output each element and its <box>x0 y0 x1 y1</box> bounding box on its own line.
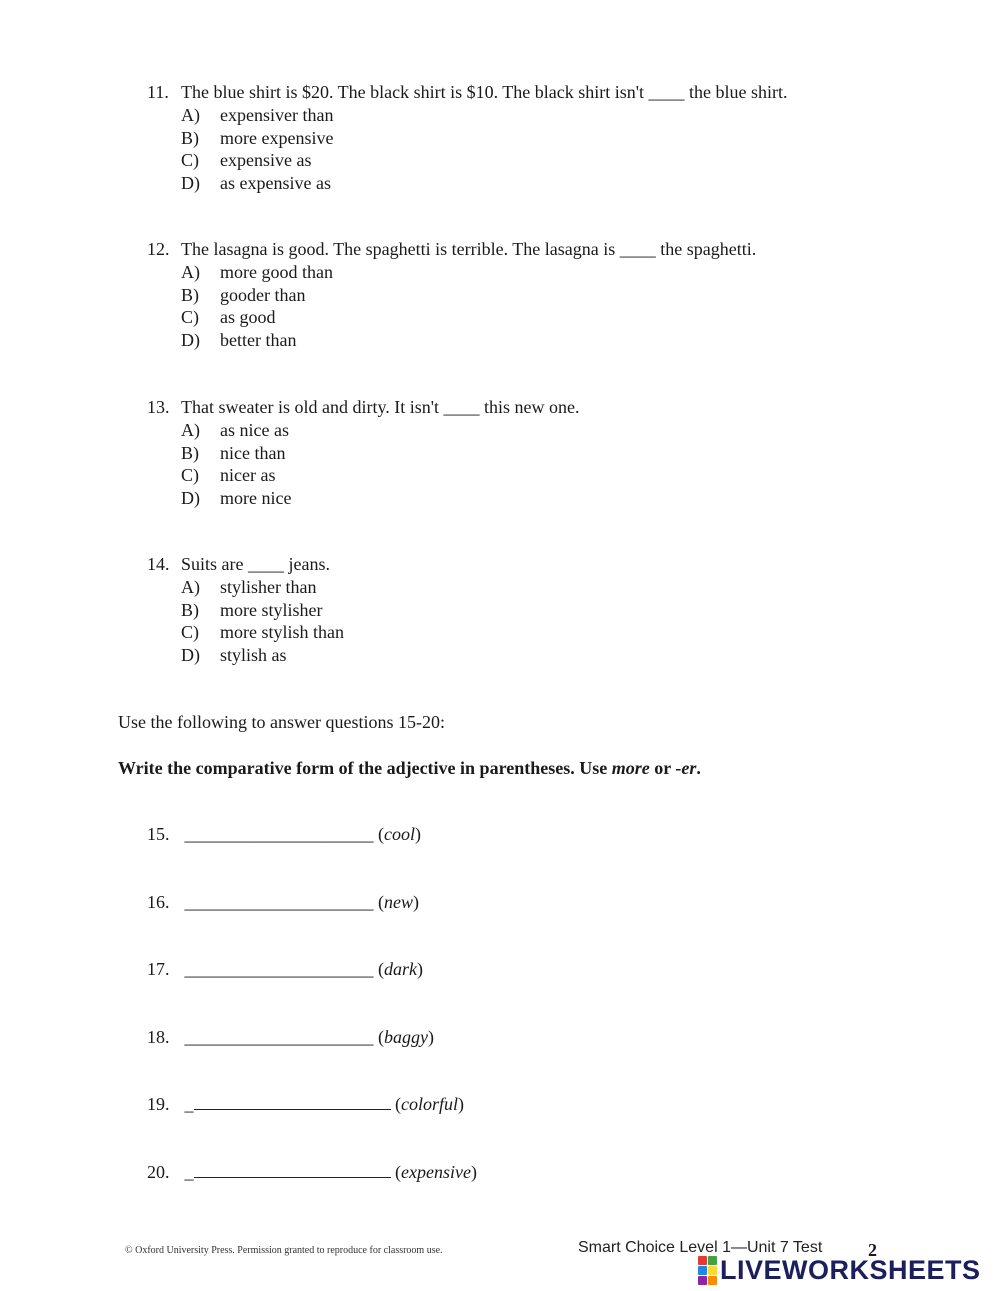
fill-in-item-17: 17. _____________________ (dark) <box>147 959 423 979</box>
option-text: more expensive <box>220 128 334 148</box>
option-text: more nice <box>220 488 292 508</box>
item-number: 19. <box>147 1094 170 1114</box>
fill-in-item-15: 15. _____________________ (cool) <box>147 824 421 844</box>
question-number: 11. <box>147 82 169 102</box>
item-number: 17. <box>147 959 170 979</box>
question-number: 12. <box>147 239 170 259</box>
page-number: 2 <box>868 1240 877 1260</box>
option-text: expensiver than <box>220 105 334 125</box>
option-letter: D) <box>181 488 200 508</box>
adjective-hint: colorful <box>401 1094 458 1114</box>
item-number: 16. <box>147 892 170 912</box>
option-text: more stylish than <box>220 622 344 642</box>
option-text: as good <box>220 307 276 327</box>
liveworksheets-logo <box>698 1255 981 1286</box>
item-number: 15. <box>147 824 170 844</box>
section-intro: Use the following to answer questions 15-20: <box>118 712 445 732</box>
adjective-hint: baggy <box>384 1027 428 1047</box>
fill-in-item-20: 20. _ (expensive) <box>147 1162 477 1182</box>
option-text: as nice as <box>220 420 289 440</box>
adjective-hint: dark <box>384 959 417 979</box>
answer-prefix: _ <box>184 1162 194 1182</box>
adjective-hint: cool <box>384 824 415 844</box>
answer-blank[interactable]: _____________________ <box>184 892 374 912</box>
option-letter: C) <box>181 622 199 642</box>
option-letter: A) <box>181 262 200 282</box>
option-letter: B) <box>181 128 199 148</box>
option-text: stylisher than <box>220 577 317 597</box>
answer-blank[interactable]: _____________________ <box>184 959 374 979</box>
adjective-hint: expensive <box>401 1162 471 1182</box>
answer-blank[interactable]: _____________________ <box>184 824 374 844</box>
option-letter: C) <box>181 307 199 327</box>
option-letter: B) <box>181 600 199 620</box>
fill-in-item-16: 16. _____________________ (new) <box>147 892 419 912</box>
option-text: gooder than <box>220 285 306 305</box>
instruction-more: more <box>611 758 650 778</box>
option-letter: A) <box>181 105 200 125</box>
instruction-end: . <box>696 758 701 778</box>
option-letter: C) <box>181 465 199 485</box>
option-letter: A) <box>181 577 200 597</box>
option-letter: C) <box>181 150 199 170</box>
item-number: 20. <box>147 1162 170 1182</box>
instruction-or: or <box>649 758 676 778</box>
question-number: 14. <box>147 554 170 574</box>
answer-input-line[interactable] <box>194 1176 391 1178</box>
fill-in-item-19: 19. _ (colorful) <box>147 1094 464 1114</box>
option-text: as expensive as <box>220 173 331 193</box>
fill-in-item-18: 18. _____________________ (baggy) <box>147 1027 434 1047</box>
question-stem: That sweater is old and dirty. It isn't ____ this new one. <box>181 397 580 417</box>
item-number: 18. <box>147 1027 170 1047</box>
option-text: stylish as <box>220 645 287 665</box>
answer-blank[interactable]: _____________________ <box>184 1027 374 1047</box>
option-letter: A) <box>181 420 200 440</box>
question-number: 13. <box>147 397 170 417</box>
instruction-text: Write the comparative form of the adjective in parentheses. Use <box>118 758 612 778</box>
option-text: nicer as <box>220 465 276 485</box>
adjective-hint: new <box>384 892 413 912</box>
logo-squares-icon <box>698 1256 717 1285</box>
copyright-notice: © Oxford University Press. Permission granted to reproduce for classroom use. <box>125 1245 443 1256</box>
test-title: Smart Choice Level 1—Unit 7 Test <box>578 1239 823 1256</box>
answer-input-line[interactable] <box>194 1108 391 1110</box>
option-letter: D) <box>181 173 200 193</box>
option-text: more stylisher <box>220 600 323 620</box>
option-text: more good than <box>220 262 333 282</box>
option-letter: B) <box>181 285 199 305</box>
option-letter: B) <box>181 443 199 463</box>
question-stem: The lasagna is good. The spaghetti is terrible. The lasagna is ____ the spaghetti. <box>181 239 757 259</box>
logo-text: LIVEWORKSHEETS <box>720 1255 981 1285</box>
question-stem: Suits are ____ jeans. <box>181 554 330 574</box>
option-letter: D) <box>181 645 200 665</box>
option-text: better than <box>220 330 297 350</box>
section-instruction <box>118 758 701 779</box>
answer-prefix: _ <box>184 1094 194 1114</box>
option-text: nice than <box>220 443 286 463</box>
instruction-er: -er <box>675 758 697 778</box>
option-letter: D) <box>181 330 200 350</box>
option-text: expensive as <box>220 150 312 170</box>
question-stem: The blue shirt is $20. The black shirt is $10. The black shirt isn't ____ the blue shirt. <box>181 82 788 102</box>
